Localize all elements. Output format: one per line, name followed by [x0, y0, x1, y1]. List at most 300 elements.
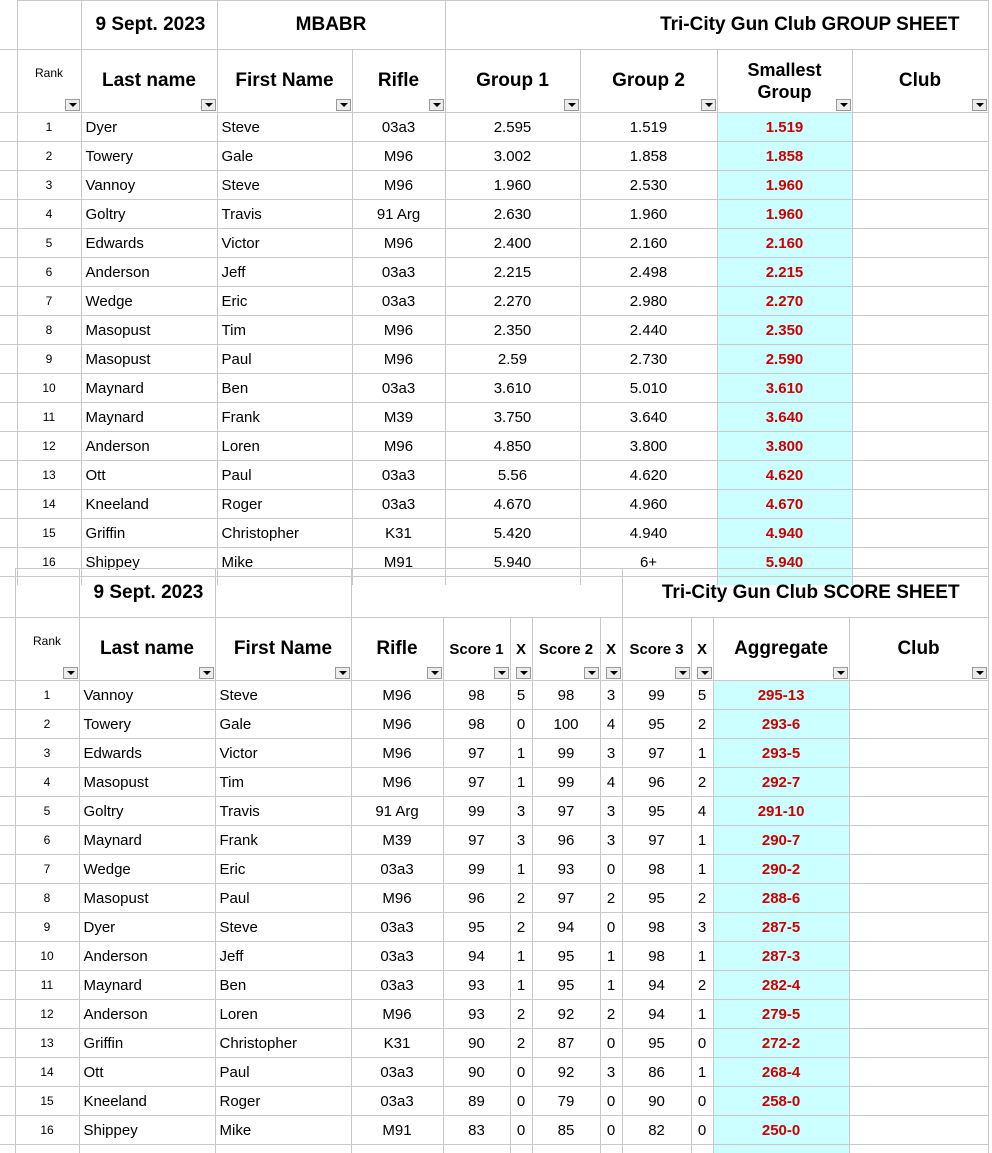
score-header-score1[interactable]: Score 1	[443, 618, 510, 681]
score3-cell[interactable]: 98	[622, 942, 691, 971]
aggregate-cell[interactable]: 258-0	[713, 1087, 849, 1116]
group2-cell[interactable]: 6+	[580, 548, 717, 577]
x1-cell[interactable]: 5	[510, 681, 532, 710]
club-cell[interactable]	[849, 739, 988, 768]
rank-cell[interactable]: 12	[15, 1000, 79, 1029]
last-name-cell[interactable]: Ott	[81, 461, 217, 490]
first-name-cell[interactable]: Loren	[217, 432, 352, 461]
score2-cell[interactable]: 79	[532, 1087, 600, 1116]
last-name-cell[interactable]: Wedge	[81, 287, 217, 316]
score1-cell[interactable]: 95	[443, 913, 510, 942]
rifle-cell[interactable]: M39	[351, 826, 443, 855]
group-header-club[interactable]: Club	[852, 50, 988, 113]
rifle-cell[interactable]: M96	[352, 229, 445, 258]
rank-cell[interactable]: 13	[15, 1029, 79, 1058]
rank-cell[interactable]: 16	[15, 1116, 79, 1145]
x2-cell[interactable]: 3	[600, 826, 622, 855]
score3-cell[interactable]: 96	[622, 768, 691, 797]
filter-dropdown-icon[interactable]	[701, 99, 716, 111]
club-cell[interactable]	[852, 200, 988, 229]
group-sheet-title[interactable]: Tri-City Gun Club GROUP SHEET	[445, 1, 988, 50]
filter-dropdown-icon[interactable]	[63, 667, 78, 679]
group-header-first-name[interactable]: First Name	[217, 50, 352, 113]
rifle-cell[interactable]: 03a3	[352, 374, 445, 403]
first-name-cell[interactable]: Travis	[215, 797, 351, 826]
last-name-cell[interactable]: Towery	[81, 142, 217, 171]
score3-cell[interactable]: 95	[622, 1029, 691, 1058]
group1-cell[interactable]: 3.610	[445, 374, 580, 403]
first-name-cell[interactable]: Roger	[215, 1087, 351, 1116]
last-name-cell[interactable]: Goltry	[79, 797, 215, 826]
last-name-cell[interactable]: Shippey	[81, 548, 217, 577]
club-cell[interactable]	[849, 710, 988, 739]
score-header-x3[interactable]: X	[691, 618, 713, 681]
aggregate-cell[interactable]: 282-4	[713, 971, 849, 1000]
first-name-cell[interactable]: Tim	[215, 768, 351, 797]
rank-cell[interactable]: 9	[17, 345, 81, 374]
rifle-cell[interactable]: M96	[351, 768, 443, 797]
group2-cell[interactable]: 4.940	[580, 519, 717, 548]
score-header-first-name[interactable]: First Name	[215, 618, 351, 681]
filter-dropdown-icon[interactable]	[972, 99, 987, 111]
group2-cell[interactable]: 1.519	[580, 113, 717, 142]
aggregate-cell[interactable]: 250-0	[713, 1116, 849, 1145]
score1-cell[interactable]: 98	[443, 710, 510, 739]
aggregate-cell[interactable]: 272-2	[713, 1029, 849, 1058]
score3-cell[interactable]: 82	[622, 1116, 691, 1145]
x2-cell[interactable]: 0	[600, 855, 622, 884]
group2-cell[interactable]: 3.640	[580, 403, 717, 432]
club-cell[interactable]	[852, 142, 988, 171]
club-cell[interactable]	[849, 1000, 988, 1029]
score1-cell[interactable]: 96	[443, 884, 510, 913]
club-cell[interactable]	[849, 681, 988, 710]
x3-cell[interactable]: 2	[691, 768, 713, 797]
smallest-group-cell[interactable]: 3.610	[717, 374, 852, 403]
x1-cell[interactable]: 2	[510, 1029, 532, 1058]
x3-cell[interactable]: 2	[691, 971, 713, 1000]
last-name-cell[interactable]: Griffin	[79, 1029, 215, 1058]
x3-cell[interactable]: 0	[691, 1116, 713, 1145]
last-name-cell[interactable]: Maynard	[79, 971, 215, 1000]
group2-cell[interactable]: 2.498	[580, 258, 717, 287]
rifle-cell[interactable]: 03a3	[352, 287, 445, 316]
rank-cell[interactable]: 8	[17, 316, 81, 345]
group-header-smallest-group[interactable]: Smallest Group	[717, 50, 852, 113]
x3-cell[interactable]: 1	[691, 1058, 713, 1087]
filter-dropdown-icon[interactable]	[201, 99, 216, 111]
last-name-cell[interactable]: Maynard	[81, 374, 217, 403]
club-cell[interactable]	[849, 913, 988, 942]
rifle-cell[interactable]: M96	[351, 681, 443, 710]
rifle-cell[interactable]: 03a3	[352, 490, 445, 519]
score1-cell[interactable]: 93	[443, 1000, 510, 1029]
aggregate-cell[interactable]: 268-4	[713, 1058, 849, 1087]
first-name-cell[interactable]: Eric	[215, 855, 351, 884]
first-name-cell[interactable]: Paul	[217, 345, 352, 374]
rank-cell[interactable]: 10	[15, 942, 79, 971]
x2-cell[interactable]: 0	[600, 1116, 622, 1145]
score3-cell[interactable]: 86	[622, 1058, 691, 1087]
last-name-cell[interactable]: Masopust	[79, 884, 215, 913]
filter-dropdown-icon[interactable]	[427, 667, 442, 679]
first-name-cell[interactable]: Tim	[217, 316, 352, 345]
rifle-cell[interactable]: 03a3	[351, 1058, 443, 1087]
x3-cell[interactable]: 4	[691, 797, 713, 826]
group-header-rifle[interactable]: Rifle	[352, 50, 445, 113]
smallest-group-cell[interactable]: 4.620	[717, 461, 852, 490]
club-cell[interactable]	[849, 1087, 988, 1116]
score3-cell[interactable]: 97	[622, 826, 691, 855]
smallest-group-cell[interactable]: 1.858	[717, 142, 852, 171]
group1-cell[interactable]: 5.56	[445, 461, 580, 490]
rank-cell[interactable]: 3	[17, 171, 81, 200]
x1-cell[interactable]: 0	[510, 1116, 532, 1145]
score-date[interactable]: 9 Sept. 2023	[79, 569, 215, 618]
first-name-cell[interactable]: Mike	[215, 1116, 351, 1145]
last-name-cell[interactable]: Dyer	[79, 913, 215, 942]
first-name-cell[interactable]: Eric	[217, 287, 352, 316]
score1-cell[interactable]: 93	[443, 971, 510, 1000]
smallest-group-cell[interactable]: 1.960	[717, 200, 852, 229]
club-cell[interactable]	[852, 403, 988, 432]
rifle-cell[interactable]: M96	[352, 171, 445, 200]
filter-dropdown-icon[interactable]	[584, 667, 599, 679]
last-name-cell[interactable]: Anderson	[81, 258, 217, 287]
rifle-cell[interactable]: M96	[351, 884, 443, 913]
score2-cell[interactable]: 95	[532, 971, 600, 1000]
score1-cell[interactable]: 90	[443, 1029, 510, 1058]
filter-dropdown-icon[interactable]	[564, 99, 579, 111]
aggregate-cell[interactable]: 293-5	[713, 739, 849, 768]
x3-cell[interactable]: 2	[691, 884, 713, 913]
group2-cell[interactable]: 2.440	[580, 316, 717, 345]
last-name-cell[interactable]: Dyer	[81, 113, 217, 142]
smallest-group-cell[interactable]: 2.590	[717, 345, 852, 374]
last-name-cell[interactable]: Griffin	[81, 519, 217, 548]
rifle-cell[interactable]: M91	[351, 1116, 443, 1145]
score3-cell[interactable]: 94	[622, 1000, 691, 1029]
group1-cell[interactable]: 4.670	[445, 490, 580, 519]
first-name-cell[interactable]: Victor	[217, 229, 352, 258]
x2-cell[interactable]: 3	[600, 681, 622, 710]
first-name-cell[interactable]: Paul	[215, 1058, 351, 1087]
x3-cell[interactable]: 0	[691, 1029, 713, 1058]
club-cell[interactable]	[849, 942, 988, 971]
x2-cell[interactable]: 0	[600, 913, 622, 942]
club-cell[interactable]	[852, 316, 988, 345]
first-name-cell[interactable]: Ben	[217, 374, 352, 403]
score3-cell[interactable]: 90	[622, 1087, 691, 1116]
x3-cell[interactable]: 2	[691, 710, 713, 739]
score3-cell[interactable]: 98	[622, 855, 691, 884]
first-name-cell[interactable]: Jeff	[217, 258, 352, 287]
rifle-cell[interactable]: 03a3	[351, 855, 443, 884]
rank-cell[interactable]: 15	[17, 519, 81, 548]
score3-cell[interactable]: 95	[622, 797, 691, 826]
first-name-cell[interactable]: Steve	[217, 113, 352, 142]
rank-cell[interactable]: 9	[15, 913, 79, 942]
score-header-rank[interactable]: Rank	[15, 618, 79, 681]
x1-cell[interactable]: 0	[510, 710, 532, 739]
filter-dropdown-icon[interactable]	[516, 667, 531, 679]
last-name-cell[interactable]: Vannoy	[79, 681, 215, 710]
group2-cell[interactable]: 5.010	[580, 374, 717, 403]
x3-cell[interactable]: 0	[691, 1087, 713, 1116]
x3-cell[interactable]: 5	[691, 681, 713, 710]
group2-cell[interactable]: 4.620	[580, 461, 717, 490]
rank-cell[interactable]: 11	[17, 403, 81, 432]
x1-cell[interactable]: 1	[510, 768, 532, 797]
rifle-cell[interactable]: M96	[352, 316, 445, 345]
rank-cell[interactable]: 4	[15, 768, 79, 797]
club-cell[interactable]	[852, 229, 988, 258]
aggregate-cell[interactable]: 290-2	[713, 855, 849, 884]
smallest-group-cell[interactable]: 1.960	[717, 171, 852, 200]
x2-cell[interactable]: 1	[600, 971, 622, 1000]
rank-cell[interactable]: 14	[17, 490, 81, 519]
rank-cell[interactable]: 12	[17, 432, 81, 461]
rifle-cell[interactable]: 03a3	[351, 971, 443, 1000]
rifle-cell[interactable]: M96	[352, 142, 445, 171]
filter-dropdown-icon[interactable]	[336, 99, 351, 111]
score3-cell[interactable]: 95	[622, 884, 691, 913]
score2-cell[interactable]: 95	[532, 942, 600, 971]
smallest-group-cell[interactable]: 4.670	[717, 490, 852, 519]
last-name-cell[interactable]: Shippey	[79, 1116, 215, 1145]
score2-cell[interactable]: 98	[532, 681, 600, 710]
aggregate-cell[interactable]: 287-3	[713, 942, 849, 971]
first-name-cell[interactable]: Roger	[217, 490, 352, 519]
x3-cell[interactable]: 3	[691, 913, 713, 942]
x3-cell[interactable]: 1	[691, 826, 713, 855]
rifle-cell[interactable]: M96	[351, 710, 443, 739]
club-cell[interactable]	[849, 855, 988, 884]
last-name-cell[interactable]: Anderson	[81, 432, 217, 461]
x1-cell[interactable]: 2	[510, 1000, 532, 1029]
smallest-group-cell[interactable]: 3.800	[717, 432, 852, 461]
group1-cell[interactable]: 1.960	[445, 171, 580, 200]
rank-cell[interactable]: 2	[15, 710, 79, 739]
rifle-cell[interactable]: 03a3	[352, 461, 445, 490]
group1-cell[interactable]: 2.215	[445, 258, 580, 287]
last-name-cell[interactable]: Masopust	[79, 768, 215, 797]
x1-cell[interactable]: 2	[510, 884, 532, 913]
last-name-cell[interactable]: Goltry	[81, 200, 217, 229]
rifle-cell[interactable]: 03a3	[351, 942, 443, 971]
club-cell[interactable]	[849, 826, 988, 855]
score2-cell[interactable]: 92	[532, 1058, 600, 1087]
x1-cell[interactable]: 0	[510, 1087, 532, 1116]
group1-cell[interactable]: 3.750	[445, 403, 580, 432]
last-name-cell[interactable]: Masopust	[81, 316, 217, 345]
first-name-cell[interactable]: Paul	[217, 461, 352, 490]
x3-cell[interactable]: 1	[691, 1000, 713, 1029]
smallest-group-cell[interactable]: 2.350	[717, 316, 852, 345]
last-name-cell[interactable]: Vannoy	[81, 171, 217, 200]
club-cell[interactable]	[852, 432, 988, 461]
score-header-aggregate[interactable]: Aggregate	[713, 618, 849, 681]
filter-dropdown-icon[interactable]	[606, 667, 621, 679]
x2-cell[interactable]: 0	[600, 1087, 622, 1116]
group-header-last-name[interactable]: Last name	[81, 50, 217, 113]
score3-cell[interactable]: 97	[622, 739, 691, 768]
rank-cell[interactable]: 10	[17, 374, 81, 403]
aggregate-cell[interactable]: 279-5	[713, 1000, 849, 1029]
first-name-cell[interactable]: Frank	[217, 403, 352, 432]
rank-cell[interactable]: 6	[17, 258, 81, 287]
score1-cell[interactable]: 90	[443, 1058, 510, 1087]
aggregate-cell[interactable]: 291-10	[713, 797, 849, 826]
rifle-cell[interactable]: K31	[352, 519, 445, 548]
filter-dropdown-icon[interactable]	[833, 667, 848, 679]
x3-cell[interactable]: 1	[691, 942, 713, 971]
aggregate-cell[interactable]: 293-6	[713, 710, 849, 739]
score1-cell[interactable]: 97	[443, 826, 510, 855]
group1-cell[interactable]: 2.350	[445, 316, 580, 345]
aggregate-cell[interactable]: 287-5	[713, 913, 849, 942]
score2-cell[interactable]: 92	[532, 1000, 600, 1029]
group2-cell[interactable]: 3.800	[580, 432, 717, 461]
group2-cell[interactable]: 2.530	[580, 171, 717, 200]
group2-cell[interactable]: 1.960	[580, 200, 717, 229]
group1-cell[interactable]: 5.420	[445, 519, 580, 548]
group2-cell[interactable]: 2.730	[580, 345, 717, 374]
club-cell[interactable]	[849, 971, 988, 1000]
club-cell[interactable]	[852, 113, 988, 142]
rifle-cell[interactable]: 03a3	[352, 113, 445, 142]
score2-cell[interactable]: 97	[532, 797, 600, 826]
smallest-group-cell[interactable]: 2.215	[717, 258, 852, 287]
first-name-cell[interactable]: Paul	[215, 884, 351, 913]
first-name-cell[interactable]: Loren	[215, 1000, 351, 1029]
filter-dropdown-icon[interactable]	[494, 667, 509, 679]
x1-cell[interactable]: 2	[510, 913, 532, 942]
score3-cell[interactable]: 95	[622, 710, 691, 739]
rifle-cell[interactable]: M96	[352, 432, 445, 461]
filter-dropdown-icon[interactable]	[675, 667, 690, 679]
aggregate-cell[interactable]: 295-13	[713, 681, 849, 710]
rifle-cell[interactable]: M91	[352, 548, 445, 577]
rank-cell[interactable]: 7	[15, 855, 79, 884]
rank-cell[interactable]: 13	[17, 461, 81, 490]
club-cell[interactable]	[852, 461, 988, 490]
first-name-cell[interactable]: Christopher	[215, 1029, 351, 1058]
smallest-group-cell[interactable]: 3.640	[717, 403, 852, 432]
x2-cell[interactable]: 4	[600, 710, 622, 739]
club-cell[interactable]	[849, 1029, 988, 1058]
group1-cell[interactable]: 2.630	[445, 200, 580, 229]
rifle-cell[interactable]: 03a3	[351, 913, 443, 942]
rank-cell[interactable]: 3	[15, 739, 79, 768]
score3-cell[interactable]: 98	[622, 913, 691, 942]
last-name-cell[interactable]: Edwards	[81, 229, 217, 258]
group2-cell[interactable]: 2.160	[580, 229, 717, 258]
score3-cell[interactable]: 94	[622, 971, 691, 1000]
club-cell[interactable]	[849, 768, 988, 797]
first-name-cell[interactable]: Mike	[217, 548, 352, 577]
last-name-cell[interactable]: Anderson	[79, 942, 215, 971]
first-name-cell[interactable]: Ben	[215, 971, 351, 1000]
group1-cell[interactable]: 2.59	[445, 345, 580, 374]
group-header-group1[interactable]: Group 1	[445, 50, 580, 113]
score-header-x1[interactable]: X	[510, 618, 532, 681]
score1-cell[interactable]: 99	[443, 855, 510, 884]
score1-cell[interactable]: 94	[443, 942, 510, 971]
last-name-cell[interactable]: Kneeland	[79, 1087, 215, 1116]
first-name-cell[interactable]: Frank	[215, 826, 351, 855]
aggregate-cell[interactable]: 290-7	[713, 826, 849, 855]
smallest-group-cell[interactable]: 4.940	[717, 519, 852, 548]
group-match-name[interactable]: MBABR	[217, 1, 445, 50]
rifle-cell[interactable]: M96	[351, 739, 443, 768]
rank-cell[interactable]: 15	[15, 1087, 79, 1116]
score1-cell[interactable]: 99	[443, 797, 510, 826]
rank-cell[interactable]: 5	[17, 229, 81, 258]
first-name-cell[interactable]: Gale	[217, 142, 352, 171]
score2-cell[interactable]: 94	[532, 913, 600, 942]
x1-cell[interactable]: 1	[510, 942, 532, 971]
x1-cell[interactable]: 1	[510, 855, 532, 884]
group1-cell[interactable]: 2.270	[445, 287, 580, 316]
aggregate-cell[interactable]: 292-7	[713, 768, 849, 797]
score2-cell[interactable]: 96	[532, 826, 600, 855]
group1-cell[interactable]: 2.595	[445, 113, 580, 142]
score-header-x2[interactable]: X	[600, 618, 622, 681]
rank-cell[interactable]: 2	[17, 142, 81, 171]
aggregate-cell[interactable]: 288-6	[713, 884, 849, 913]
last-name-cell[interactable]: Maynard	[81, 403, 217, 432]
last-name-cell[interactable]: Wedge	[79, 855, 215, 884]
x2-cell[interactable]: 4	[600, 768, 622, 797]
filter-dropdown-icon[interactable]	[199, 667, 214, 679]
group1-cell[interactable]: 4.850	[445, 432, 580, 461]
club-cell[interactable]	[852, 287, 988, 316]
filter-dropdown-icon[interactable]	[65, 99, 80, 111]
rank-cell[interactable]: 14	[15, 1058, 79, 1087]
last-name-cell[interactable]: Anderson	[79, 1000, 215, 1029]
last-name-cell[interactable]: Ott	[79, 1058, 215, 1087]
group1-cell[interactable]: 3.002	[445, 142, 580, 171]
last-name-cell[interactable]: Towery	[79, 710, 215, 739]
rifle-cell[interactable]: M96	[352, 345, 445, 374]
filter-dropdown-icon[interactable]	[697, 667, 712, 679]
smallest-group-cell[interactable]: 1.519	[717, 113, 852, 142]
club-cell[interactable]	[849, 1116, 988, 1145]
x2-cell[interactable]: 1	[600, 942, 622, 971]
smallest-group-cell[interactable]: 2.270	[717, 287, 852, 316]
x2-cell[interactable]: 3	[600, 797, 622, 826]
last-name-cell[interactable]: Masopust	[81, 345, 217, 374]
group2-cell[interactable]: 1.858	[580, 142, 717, 171]
x1-cell[interactable]: 3	[510, 797, 532, 826]
group-header-rank[interactable]: Rank	[17, 50, 81, 113]
score2-cell[interactable]: 87	[532, 1029, 600, 1058]
rifle-cell[interactable]: M39	[352, 403, 445, 432]
score2-cell[interactable]: 93	[532, 855, 600, 884]
score2-cell[interactable]: 97	[532, 884, 600, 913]
club-cell[interactable]	[852, 490, 988, 519]
x3-cell[interactable]: 1	[691, 739, 713, 768]
score1-cell[interactable]: 97	[443, 768, 510, 797]
rifle-cell[interactable]: M96	[351, 1000, 443, 1029]
club-cell[interactable]	[852, 258, 988, 287]
rank-cell[interactable]: 16	[17, 548, 81, 577]
rank-cell[interactable]: 11	[15, 971, 79, 1000]
x1-cell[interactable]: 0	[510, 1058, 532, 1087]
club-cell[interactable]	[849, 1058, 988, 1087]
group2-cell[interactable]: 4.960	[580, 490, 717, 519]
